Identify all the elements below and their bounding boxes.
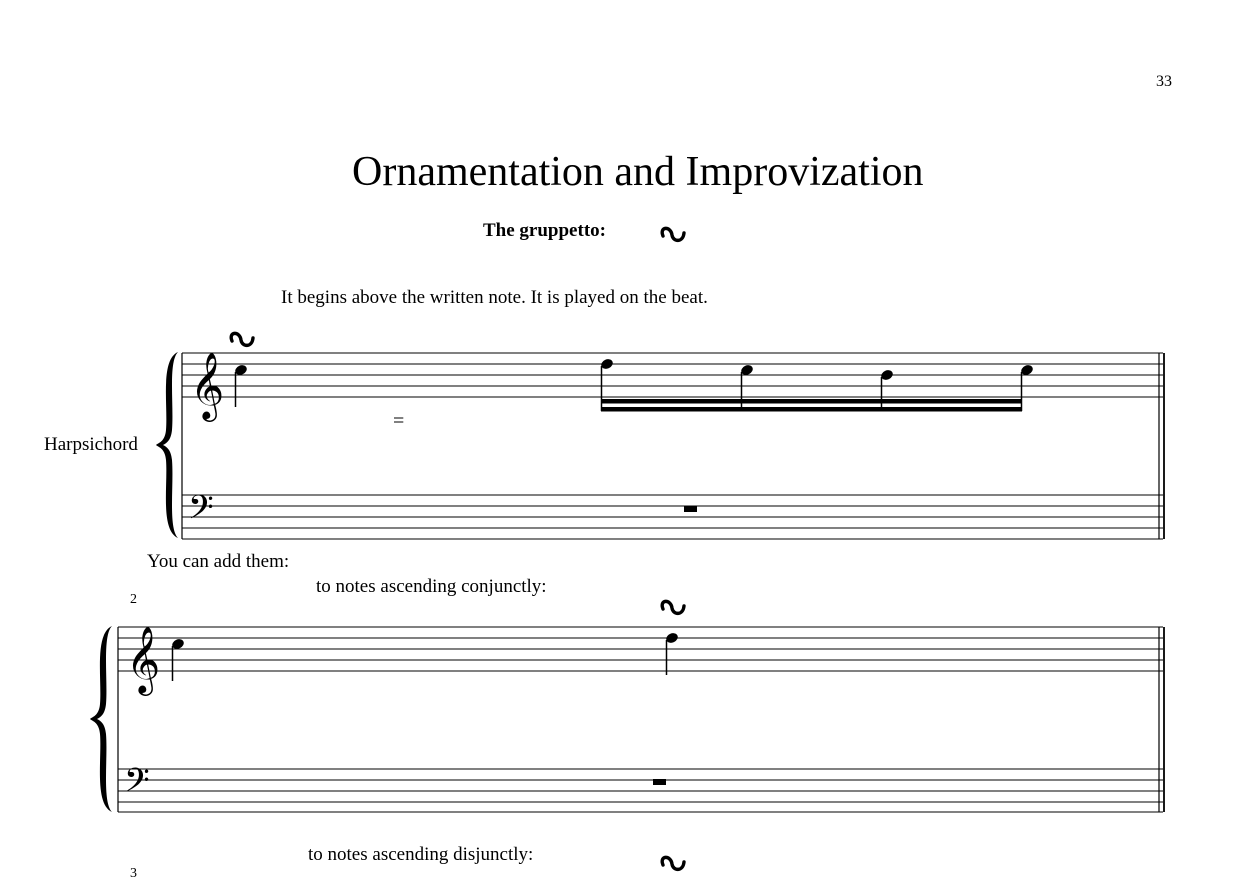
bass-clef-icon: 𝄢 xyxy=(124,762,150,808)
beam xyxy=(601,399,1022,404)
add-them-text: You can add them: xyxy=(147,551,290,572)
bass-clef-icon: 𝄢 xyxy=(188,489,214,535)
page-number: 33 xyxy=(1156,73,1172,90)
brace xyxy=(90,626,112,812)
treble-clef-icon: 𝄞 xyxy=(126,625,161,693)
turn-ornament-icon xyxy=(231,333,253,345)
quarter-note xyxy=(665,631,680,675)
instrument-name: Harpsichord xyxy=(44,434,138,455)
bass-staff-1 xyxy=(182,495,1163,539)
gruppetto-label: The gruppetto: xyxy=(483,220,606,241)
beam xyxy=(601,407,1022,412)
turn-ornament-icon xyxy=(662,601,684,613)
gruppetto-description: It begins above the written note. It is played on the beat. xyxy=(281,287,708,308)
system-1 xyxy=(156,333,1164,539)
page-title: Ornamentation and Improvization xyxy=(352,149,924,195)
whole-rest xyxy=(684,506,697,512)
brace xyxy=(156,352,178,538)
bass-staff-2 xyxy=(118,769,1163,812)
turn-ornament-icon xyxy=(662,857,684,869)
turn-ornament-icon xyxy=(662,228,684,240)
disjunct-caption: to notes ascending disjunctly: xyxy=(308,844,534,865)
measure-number-3: 3 xyxy=(130,866,137,881)
treble-clef-icon: 𝄞 xyxy=(190,351,225,419)
whole-rest xyxy=(653,779,666,785)
equals-sign: = xyxy=(393,410,405,432)
sixteenth-note-group xyxy=(600,357,1035,411)
quarter-note xyxy=(171,637,186,681)
measure-number-2: 2 xyxy=(130,592,137,607)
treble-staff-2 xyxy=(118,627,1163,671)
treble-staff-1 xyxy=(182,353,1163,397)
system-2 xyxy=(90,601,1164,812)
quarter-note xyxy=(234,363,249,407)
conjunct-caption: to notes ascending conjunctly: xyxy=(316,576,547,597)
